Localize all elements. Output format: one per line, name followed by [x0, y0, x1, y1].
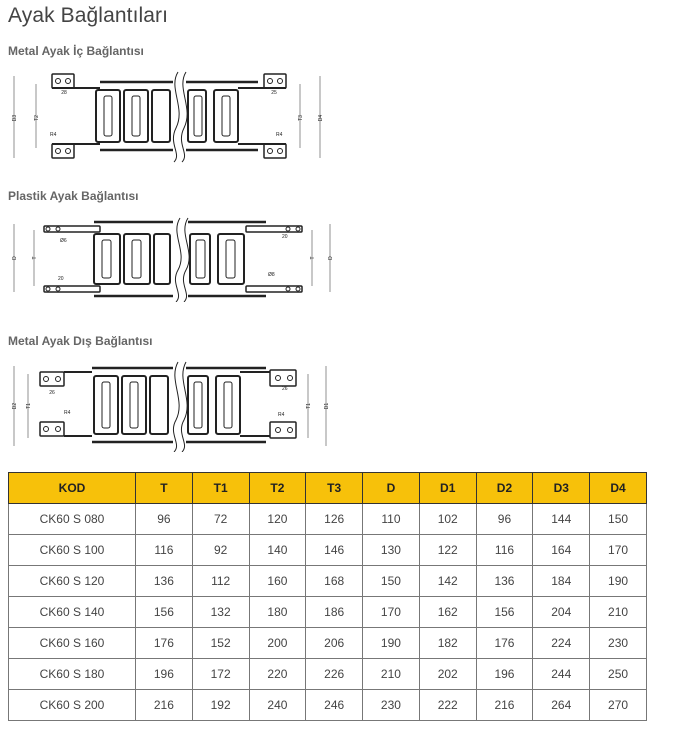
- cell-kod: CK60 S 200: [9, 690, 136, 721]
- dim-label-hole-right: Ø8: [268, 272, 275, 278]
- dim-label-d3: D3: [12, 114, 18, 122]
- cell: 190: [363, 628, 420, 659]
- dim-label-d2: D2: [12, 402, 18, 410]
- cell: 168: [306, 566, 363, 597]
- dim-label-t1-left: T1: [26, 403, 32, 409]
- cell: 210: [363, 659, 420, 690]
- cell: 170: [590, 535, 647, 566]
- page-title: Ayak Bağlantıları: [8, 4, 169, 27]
- dim-label-outer-right-radius: R4: [278, 412, 285, 418]
- dim-label-outer-right-width: 26: [282, 386, 288, 392]
- cell: 136: [136, 566, 193, 597]
- cell: 200: [249, 628, 306, 659]
- cell: 196: [476, 659, 533, 690]
- cell: 122: [419, 535, 476, 566]
- header-d2: D2: [476, 473, 533, 504]
- cell: 196: [136, 659, 193, 690]
- cell: 230: [363, 690, 420, 721]
- cell: 192: [192, 690, 249, 721]
- dim-label-d-right: D: [328, 256, 334, 260]
- cell: 186: [306, 597, 363, 628]
- cell: 246: [306, 690, 363, 721]
- cell: 120: [249, 504, 306, 535]
- cell: 250: [590, 659, 647, 690]
- drawing-plastic: [8, 212, 338, 302]
- cell: 216: [476, 690, 533, 721]
- table-row: [9, 659, 647, 690]
- cell: 190: [590, 566, 647, 597]
- cell: 226: [306, 659, 363, 690]
- cell: 172: [192, 659, 249, 690]
- table-header-row: [9, 473, 647, 504]
- dim-label-width-top: 20: [282, 234, 288, 240]
- table-row: [9, 535, 647, 566]
- cell-kod: CK60 S 120: [9, 566, 136, 597]
- section-title-metal-inner: Metal Ayak İç Bağlantısı: [8, 44, 144, 58]
- cell: 146: [306, 535, 363, 566]
- cell: 136: [476, 566, 533, 597]
- dim-label-outer-left-width: 26: [49, 390, 55, 396]
- header-d3: D3: [533, 473, 590, 504]
- cell: 130: [363, 535, 420, 566]
- table-row: [9, 690, 647, 721]
- cell: 162: [419, 597, 476, 628]
- dim-label-t-left: T: [32, 256, 38, 260]
- dim-label-hole-left: Ø6: [60, 238, 67, 244]
- cell: 92: [192, 535, 249, 566]
- cell: 216: [136, 690, 193, 721]
- cell: 206: [306, 628, 363, 659]
- header-d1: D1: [419, 473, 476, 504]
- header-kod: KOD: [9, 473, 136, 504]
- cell: 144: [533, 504, 590, 535]
- section-title-metal-outer: Metal Ayak Dış Bağlantısı: [8, 334, 153, 348]
- cell: 160: [249, 566, 306, 597]
- cell: 112: [192, 566, 249, 597]
- cell: 204: [533, 597, 590, 628]
- dim-label-right-width: 25: [271, 90, 277, 96]
- cell: 96: [476, 504, 533, 535]
- dim-label-t-right: T: [310, 256, 316, 260]
- cell-kod: CK60 S 140: [9, 597, 136, 628]
- cell: 270: [590, 690, 647, 721]
- header-t: T: [136, 473, 193, 504]
- dim-label-outer-left-radius: R4: [64, 410, 71, 416]
- dim-label-right-radius: R4: [276, 132, 283, 138]
- cell: 156: [136, 597, 193, 628]
- cell: 240: [249, 690, 306, 721]
- cell: 164: [533, 535, 590, 566]
- table-row: [9, 628, 647, 659]
- cell-kod: CK60 S 100: [9, 535, 136, 566]
- dim-label-d1: D1: [324, 402, 330, 410]
- cell: 220: [249, 659, 306, 690]
- table-row: [9, 566, 647, 597]
- cell: 210: [590, 597, 647, 628]
- cell: 170: [363, 597, 420, 628]
- cell: 72: [192, 504, 249, 535]
- dim-label-t3: T3: [298, 115, 304, 121]
- section-title-plastic: Plastik Ayak Bağlantısı: [8, 189, 139, 203]
- cell: 116: [476, 535, 533, 566]
- cell: 202: [419, 659, 476, 690]
- drawing-metal-inner: [8, 68, 338, 164]
- header-t2: T2: [249, 473, 306, 504]
- dim-label-t1-right: T1: [306, 403, 312, 409]
- cell: 156: [476, 597, 533, 628]
- cell: 102: [419, 504, 476, 535]
- cell: 176: [476, 628, 533, 659]
- cell: 222: [419, 690, 476, 721]
- dim-label-t2: T2: [34, 115, 40, 121]
- header-d: D: [363, 473, 420, 504]
- cell: 126: [306, 504, 363, 535]
- dim-label-d-left: D: [12, 256, 18, 260]
- dim-label-left-width: 28: [61, 90, 67, 96]
- cell: 150: [363, 566, 420, 597]
- cell: 140: [249, 535, 306, 566]
- cell-kod: CK60 S 080: [9, 504, 136, 535]
- table-row: [9, 597, 647, 628]
- dimension-table: [8, 472, 647, 721]
- cell: 152: [192, 628, 249, 659]
- drawing-metal-outer: [8, 360, 338, 452]
- cell: 180: [249, 597, 306, 628]
- cell: 224: [533, 628, 590, 659]
- table-row: [9, 504, 647, 535]
- cell: 184: [533, 566, 590, 597]
- cell: 230: [590, 628, 647, 659]
- cell-kod: CK60 S 180: [9, 659, 136, 690]
- cell: 150: [590, 504, 647, 535]
- cell: 116: [136, 535, 193, 566]
- cell: 96: [136, 504, 193, 535]
- header-t1: T1: [192, 473, 249, 504]
- cell: 264: [533, 690, 590, 721]
- cell: 244: [533, 659, 590, 690]
- header-t3: T3: [306, 473, 363, 504]
- cell: 142: [419, 566, 476, 597]
- header-d4: D4: [590, 473, 647, 504]
- dim-label-left-radius: R4: [50, 132, 57, 138]
- dim-label-d4: D4: [318, 114, 324, 122]
- cell: 176: [136, 628, 193, 659]
- cell: 132: [192, 597, 249, 628]
- cell: 110: [363, 504, 420, 535]
- dim-label-width-bottom: 20: [58, 276, 64, 282]
- cell-kod: CK60 S 160: [9, 628, 136, 659]
- cell: 182: [419, 628, 476, 659]
